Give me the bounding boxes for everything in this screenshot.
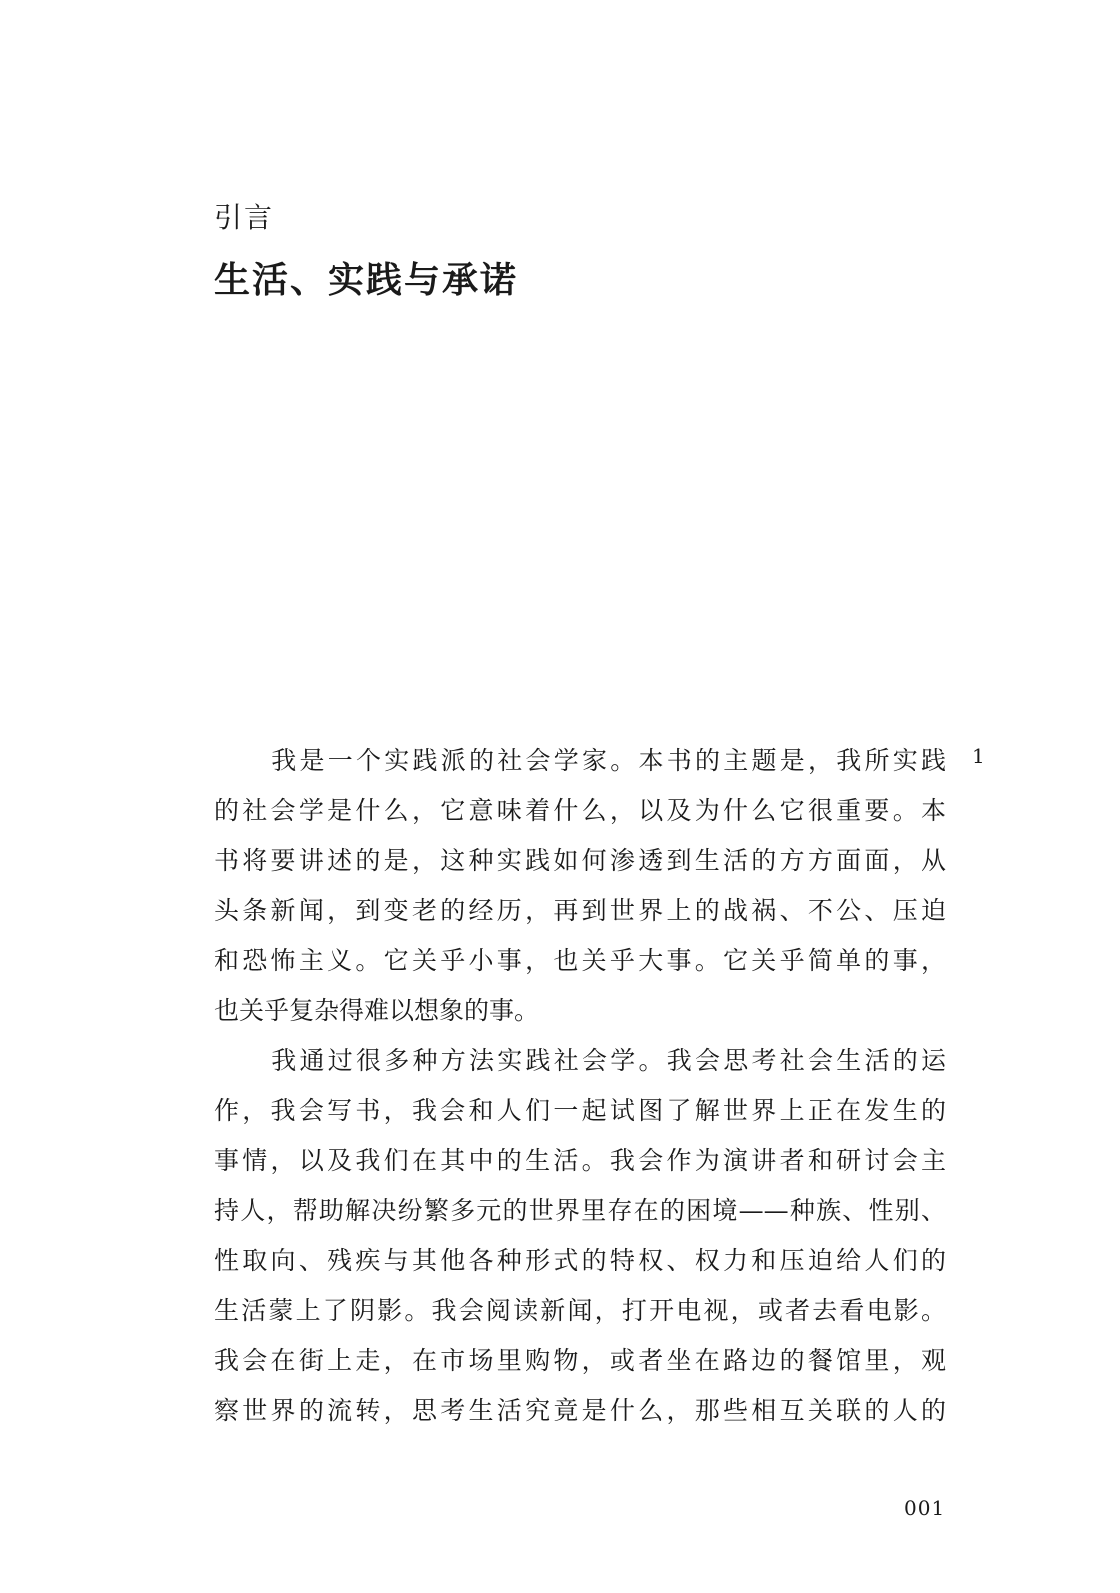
text-line: 也关乎复杂得难以想象的事。 — [214, 996, 540, 1025]
text-line: 和恐怖主义。它关乎小事，也关乎大事。它关乎简单的事， — [214, 946, 946, 975]
paragraph-1 — [214, 736, 946, 1036]
text-line: 察世界的流转，思考生活究竟是什么，那些相互关联的人的 — [214, 1396, 946, 1425]
page-number: 001 — [904, 1496, 946, 1520]
chapter-label: 引言 — [214, 201, 275, 234]
chapter-title: 生活、实践与承诺 — [214, 259, 519, 301]
text-line: 我会在街上走，在市场里购物，或者坐在路边的餐馆里，观 — [214, 1346, 946, 1375]
body-text — [214, 736, 946, 1436]
text-line: 我是一个实践派的社会学家。本书的主题是，我所实践 — [268, 746, 946, 775]
text-line: 事情，以及我们在其中的生活。我会作为演讲者和研讨会主 — [214, 1146, 946, 1175]
text-line: 生活蒙上了阴影。我会阅读新闻，打开电视，或者去看电影。 — [214, 1296, 946, 1325]
text-line: 书将要讲述的是，这种实践如何渗透到生活的方方面面，从 — [214, 846, 946, 875]
paragraph-2 — [214, 1036, 946, 1436]
text-line: 我通过很多种方法实践社会学。我会思考社会生活的运 — [268, 1046, 946, 1075]
text-line: 作，我会写书，我会和人们一起试图了解世界上正在发生的 — [214, 1096, 946, 1125]
margin-paragraph-number: 1 — [972, 744, 985, 768]
text-line: 的社会学是什么，它意味着什么，以及为什么它很重要。本 — [214, 796, 946, 825]
text-line: 持人，帮助解决纷繁多元的世界里存在的困境——种族、性别、 — [214, 1196, 946, 1225]
text-line: 头条新闻，到变老的经历，再到世界上的战祸、不公、压迫 — [214, 896, 946, 925]
text-line: 性取向、残疾与其他各种形式的特权、权力和压迫给人们的 — [214, 1246, 946, 1275]
